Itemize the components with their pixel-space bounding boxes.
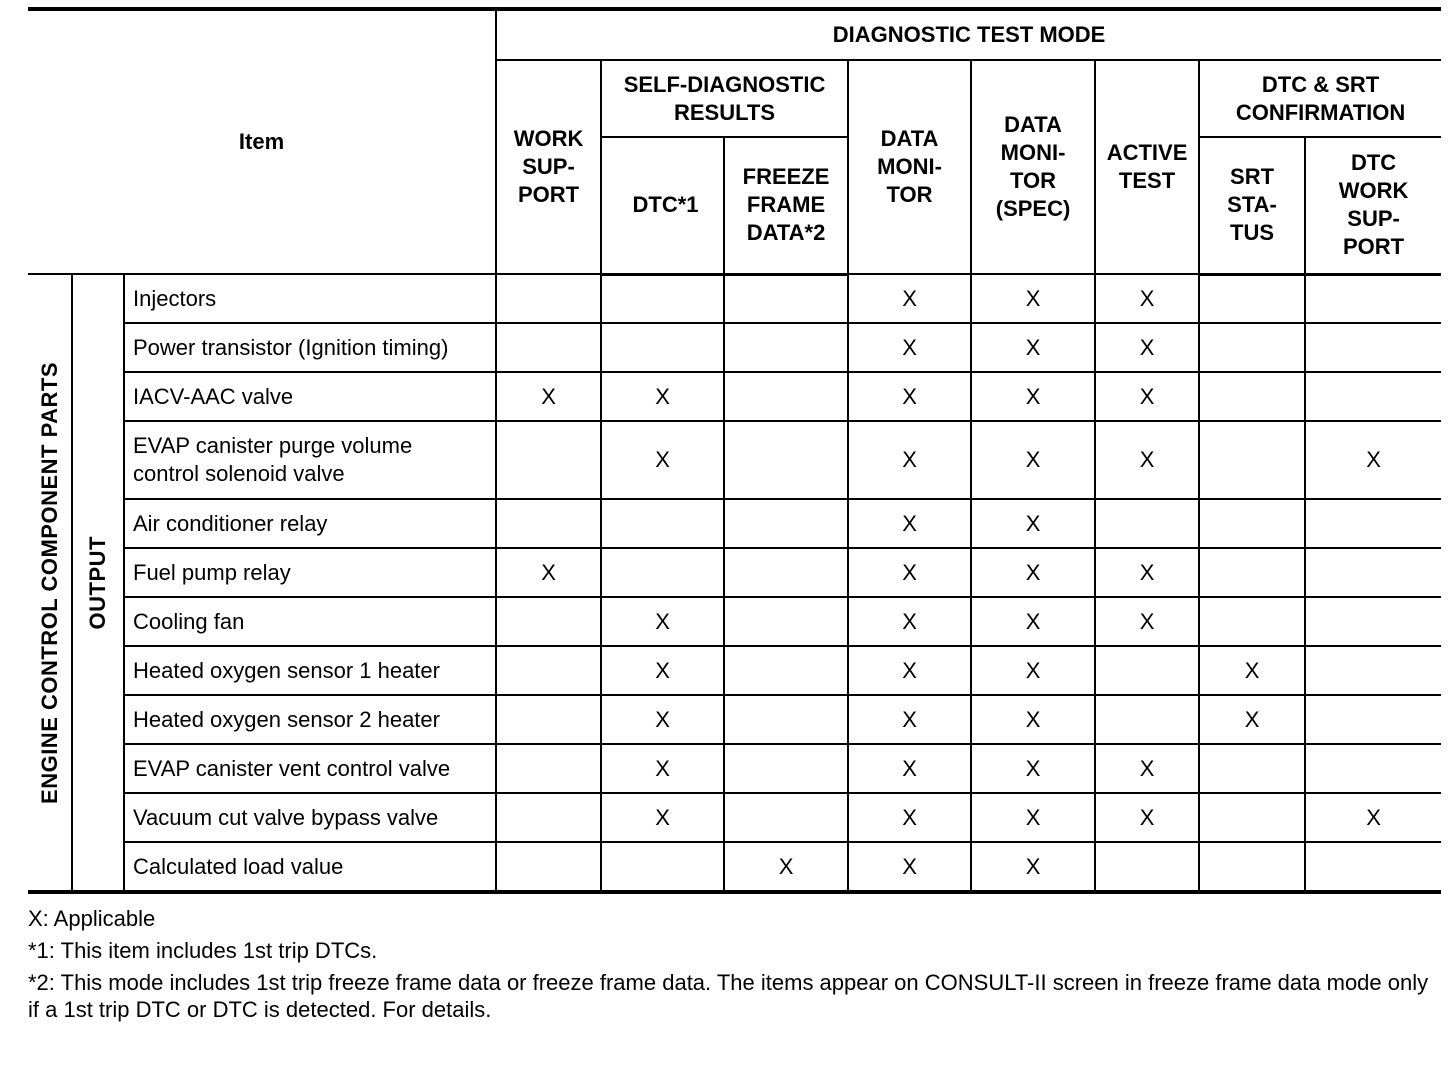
diagnostic-test-mode-table — [28, 7, 1441, 894]
applicable-mark-cell: X — [1095, 744, 1199, 793]
applicable-mark-cell — [724, 597, 848, 646]
table-row — [28, 499, 1441, 548]
table-row — [28, 274, 1441, 323]
column-header-data-monitor-spec — [971, 60, 1095, 274]
dtc-srt-confirmation-header: DTC & SRT CONFIRMATION — [1199, 60, 1441, 137]
applicable-mark-cell — [724, 499, 848, 548]
applicable-mark-cell: X — [601, 421, 724, 499]
item-cell: Power transistor (Ignition timing) — [124, 323, 496, 372]
applicable-mark-cell: X — [848, 548, 971, 597]
applicable-mark-cell — [496, 744, 601, 793]
applicable-mark-cell — [1199, 744, 1305, 793]
applicable-mark-cell: X — [1095, 274, 1199, 323]
applicable-mark-cell — [724, 695, 848, 744]
applicable-mark-cell — [1199, 548, 1305, 597]
self-diagnostic-results-header: SELF-DIAGNOSTIC RESULTS — [601, 60, 848, 137]
footnote-freeze-frame: *2: This mode includes 1st trip freeze frame data or freeze frame data. The items appear on CONSULT-II screen in freeze frame data mode only if a 1st trip DTC or DTC is detected. For details. — [28, 970, 1429, 1022]
applicable-mark-cell — [1305, 842, 1441, 892]
applicable-mark-cell: X — [601, 597, 724, 646]
item-header: Item — [28, 9, 496, 274]
applicable-mark-cell — [724, 793, 848, 842]
applicable-mark-cell — [724, 323, 848, 372]
column-header-srt-status — [1199, 137, 1305, 274]
applicable-mark-cell: X — [971, 597, 1095, 646]
applicable-mark-cell: X — [971, 421, 1095, 499]
applicable-mark-cell: X — [848, 793, 971, 842]
applicable-mark-cell: X — [1199, 646, 1305, 695]
column-header-label: DTC WORK SUP-PORT — [1338, 150, 1409, 260]
applicable-mark-cell: X — [1095, 793, 1199, 842]
table-row — [28, 372, 1441, 421]
applicable-mark-cell — [1305, 744, 1441, 793]
category-label-engine-control-component-parts — [28, 274, 72, 892]
applicable-mark-cell: X — [848, 499, 971, 548]
applicable-mark-cell — [496, 793, 601, 842]
column-header-label: FREEZE FRAME DATA*2 — [742, 164, 830, 246]
footnote-applicable: X: Applicable — [28, 906, 156, 931]
applicable-mark-cell: X — [971, 499, 1095, 548]
applicable-mark-cell: X — [971, 372, 1095, 421]
column-header-label: ACTIVE TEST — [1106, 140, 1188, 193]
applicable-mark-cell — [1199, 499, 1305, 548]
table-row — [28, 548, 1441, 597]
column-header-label: WORK SUP-PORT — [513, 126, 584, 207]
applicable-mark-cell: X — [1095, 421, 1199, 499]
applicable-mark-cell — [1095, 695, 1199, 744]
column-header-dtc — [601, 137, 724, 274]
applicable-mark-cell: X — [1095, 323, 1199, 372]
applicable-mark-cell — [1305, 695, 1441, 744]
item-cell: IACV-AAC valve — [124, 372, 496, 421]
applicable-mark-cell — [1095, 842, 1199, 892]
applicable-mark-cell — [1305, 597, 1441, 646]
applicable-mark-cell — [496, 842, 601, 892]
item-cell: Vacuum cut valve bypass valve — [124, 793, 496, 842]
applicable-mark-cell: X — [848, 597, 971, 646]
applicable-mark-cell: X — [971, 548, 1095, 597]
table-row — [28, 646, 1441, 695]
applicable-mark-cell — [724, 274, 848, 323]
item-cell: Heated oxygen sensor 2 heater — [124, 695, 496, 744]
applicable-mark-cell — [601, 323, 724, 372]
applicable-mark-cell: X — [724, 842, 848, 892]
applicable-mark-cell: X — [496, 372, 601, 421]
table-row — [28, 421, 1441, 499]
applicable-mark-cell — [1305, 499, 1441, 548]
column-header-label: SRT STA-TUS — [1227, 164, 1277, 246]
applicable-mark-cell: X — [971, 744, 1095, 793]
applicable-mark-cell — [496, 597, 601, 646]
item-cell: EVAP canister purge volume control solenoid valve — [124, 421, 496, 499]
applicable-mark-cell: X — [1095, 372, 1199, 421]
applicable-mark-cell — [1305, 372, 1441, 421]
applicable-mark-cell: X — [1305, 421, 1441, 499]
applicable-mark-cell — [724, 548, 848, 597]
applicable-mark-cell — [1199, 842, 1305, 892]
applicable-mark-cell: X — [1199, 695, 1305, 744]
applicable-mark-cell — [1199, 274, 1305, 323]
applicable-mark-cell: X — [848, 744, 971, 793]
column-header-label: DATA MONI-TOR — [877, 126, 942, 207]
applicable-mark-cell: X — [848, 274, 971, 323]
applicable-mark-cell: X — [1095, 597, 1199, 646]
applicable-mark-cell — [1305, 548, 1441, 597]
applicable-mark-cell — [1199, 323, 1305, 372]
applicable-mark-cell: X — [971, 274, 1095, 323]
applicable-mark-cell — [496, 499, 601, 548]
table-row — [28, 597, 1441, 646]
applicable-mark-cell: X — [1305, 793, 1441, 842]
applicable-mark-cell: X — [848, 323, 971, 372]
applicable-mark-cell — [601, 274, 724, 323]
column-header-dtc-work-support — [1305, 137, 1441, 274]
item-cell: Air conditioner relay — [124, 499, 496, 548]
applicable-mark-cell: X — [971, 695, 1095, 744]
applicable-mark-cell — [1095, 646, 1199, 695]
applicable-mark-cell — [724, 744, 848, 793]
applicable-mark-cell: X — [601, 695, 724, 744]
applicable-mark-cell — [496, 646, 601, 695]
applicable-mark-cell: X — [601, 793, 724, 842]
item-cell: Injectors — [124, 274, 496, 323]
subcategory-label-output — [72, 274, 124, 892]
table-row — [28, 793, 1441, 842]
applicable-mark-cell — [1199, 372, 1305, 421]
applicable-mark-cell: X — [848, 421, 971, 499]
applicable-mark-cell — [496, 695, 601, 744]
column-header-freeze-frame-data — [724, 137, 848, 274]
footnote-dtc: *1: This item includes 1st trip DTCs. — [28, 938, 378, 963]
applicable-mark-cell — [1305, 646, 1441, 695]
applicable-mark-cell: X — [1095, 548, 1199, 597]
item-cell: Calculated load value — [124, 842, 496, 892]
applicable-mark-cell — [1199, 793, 1305, 842]
applicable-mark-cell — [496, 323, 601, 372]
table-row — [28, 744, 1441, 793]
applicable-mark-cell: X — [848, 372, 971, 421]
applicable-mark-cell — [1199, 421, 1305, 499]
applicable-mark-cell: X — [971, 842, 1095, 892]
column-header-label: DTC*1 — [632, 192, 699, 218]
applicable-mark-cell: X — [601, 744, 724, 793]
applicable-mark-cell: X — [496, 548, 601, 597]
item-cell: Fuel pump relay — [124, 548, 496, 597]
applicable-mark-cell — [1305, 323, 1441, 372]
applicable-mark-cell — [601, 548, 724, 597]
applicable-mark-cell: X — [601, 372, 724, 421]
applicable-mark-cell: X — [971, 323, 1095, 372]
footnotes — [28, 905, 1441, 1028]
applicable-mark-cell — [724, 421, 848, 499]
applicable-mark-cell — [601, 499, 724, 548]
table-body — [28, 274, 1441, 892]
applicable-mark-cell — [601, 842, 724, 892]
table-row — [28, 323, 1441, 372]
column-header-label: DATA MONI-TOR (SPEC) — [995, 112, 1071, 221]
table-row — [28, 695, 1441, 744]
applicable-mark-cell: X — [848, 646, 971, 695]
applicable-mark-cell — [1199, 597, 1305, 646]
column-header-active-test — [1095, 60, 1199, 274]
applicable-mark-cell — [1095, 499, 1199, 548]
item-cell: EVAP canister vent control valve — [124, 744, 496, 793]
category-vertical-text: ENGINE CONTROL COMPONENT PARTS — [36, 361, 62, 804]
item-cell: Cooling fan — [124, 597, 496, 646]
applicable-mark-cell: X — [601, 646, 724, 695]
applicable-mark-cell — [724, 646, 848, 695]
applicable-mark-cell — [496, 421, 601, 499]
table-row — [28, 842, 1441, 892]
applicable-mark-cell: X — [848, 842, 971, 892]
applicable-mark-cell — [496, 274, 601, 323]
applicable-mark-cell: X — [971, 793, 1095, 842]
applicable-mark-cell — [724, 372, 848, 421]
subcategory-vertical-text: OUTPUT — [85, 535, 110, 630]
applicable-mark-cell — [1305, 274, 1441, 323]
column-header-data-monitor — [848, 60, 971, 274]
column-header-work-support — [496, 60, 601, 274]
diagnostic-mode-header: DIAGNOSTIC TEST MODE — [496, 9, 1441, 60]
applicable-mark-cell: X — [971, 646, 1095, 695]
applicable-mark-cell: X — [848, 695, 971, 744]
item-cell: Heated oxygen sensor 1 heater — [124, 646, 496, 695]
